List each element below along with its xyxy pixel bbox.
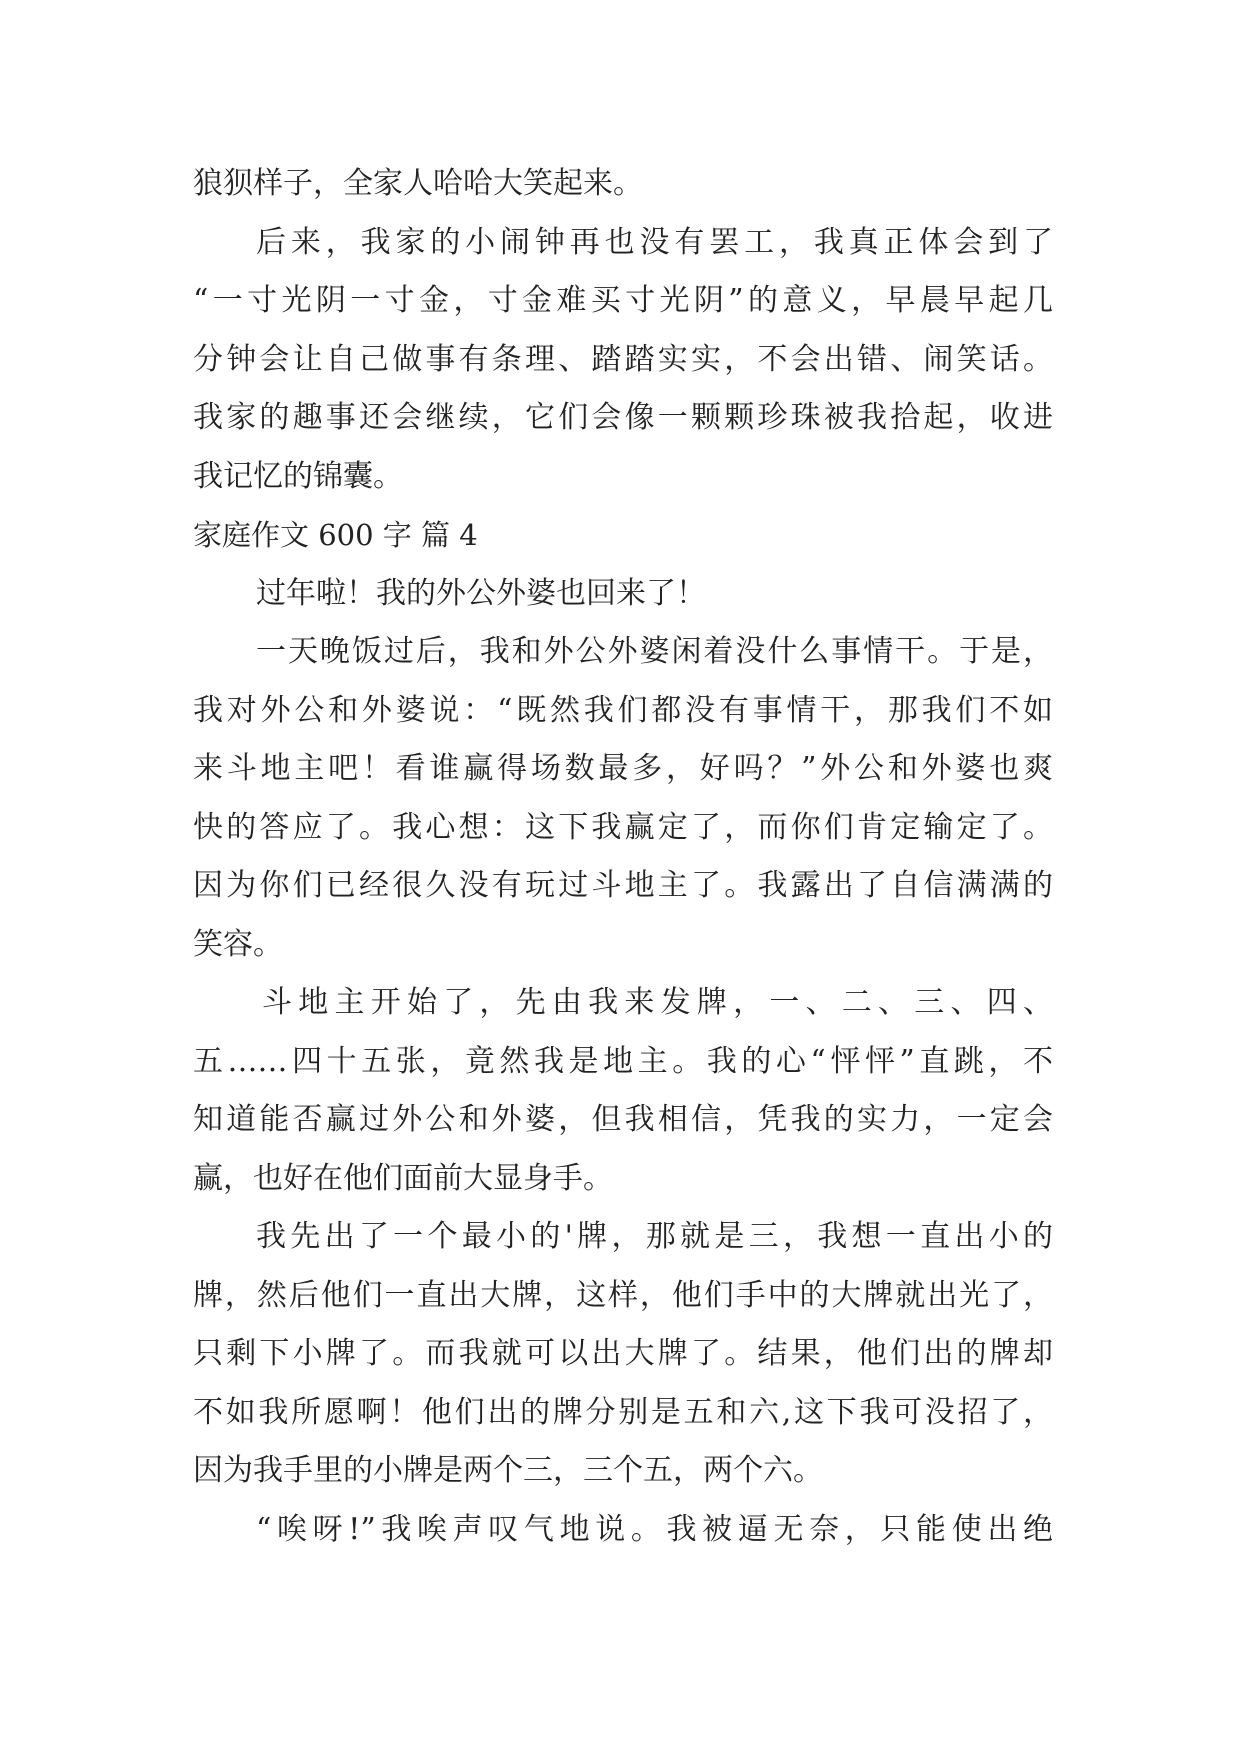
text-line: 因为你们已经很久没有玩过斗地主了。我露出了自信满满的 bbox=[193, 868, 1053, 903]
text-line: 因为我手里的小牌是两个三，三个五，两个六。 bbox=[193, 1453, 823, 1488]
text-line: 知道能否赢过外公和外婆，但我相信，凭我的实力，一定会 bbox=[193, 1102, 1053, 1137]
text-line: 笑容。 bbox=[193, 927, 283, 962]
text-line: “一寸光阴一寸金，寸金难买寸光阴”的意义，早晨早起几 bbox=[193, 283, 1053, 318]
text-line: 来斗地主吧！看谁赢得场数最多，好吗？”外公和外婆也爽 bbox=[193, 751, 1053, 786]
text-line: 后来，我家的小闹钟再也没有罢工，我真正体会到了 bbox=[256, 225, 1053, 260]
text-line: 分钟会让自己做事有条理、踏踏实实，不会出错、闹笑话。 bbox=[193, 342, 1053, 377]
text-line: 过年啦！我的外公外婆也回来了！ bbox=[256, 576, 706, 611]
text-line: 狼狈样子，全家人哈哈大笑起来。 bbox=[193, 166, 643, 201]
text-line: 五……四十五张，竟然我是地主。我的心“怦怦”直跳，不 bbox=[193, 1044, 1053, 1079]
text-line: 我家的趣事还会继续，它们会像一颗颗珍珠被我拾起，收进 bbox=[193, 400, 1053, 435]
text-line: 不如我所愿啊！他们出的牌分别是五和六,这下我可没招了， bbox=[193, 1395, 1053, 1430]
text-line: 牌，然后他们一直出大牌，这样，他们手中的大牌就出光了， bbox=[193, 1278, 1053, 1313]
text-line: 快的答应了。我心想：这下我赢定了，而你们肯定输定了。 bbox=[193, 810, 1053, 845]
text-line: 我对外公和外婆说：“既然我们都没有事情干，那我们不如 bbox=[193, 693, 1053, 728]
text-line: “唉呀!”我唉声叹气地说。我被逼无奈，只能使出绝 bbox=[256, 1512, 1053, 1547]
text-line: 赢，也好在他们面前大显身手。 bbox=[193, 1161, 613, 1196]
text-line: 斗地主开始了，先由我来发牌，一、二、三、四、 bbox=[262, 985, 1053, 1020]
text-line: 只剩下小牌了。而我就可以出大牌了。结果，他们出的牌却 bbox=[193, 1336, 1053, 1371]
section-heading: 家庭作文 600 字 篇 4 bbox=[193, 518, 478, 552]
text-line: 我先出了一个最小的'牌，那就是三，我想一直出小的 bbox=[256, 1219, 1053, 1254]
text-line: 一天晚饭过后，我和外公外婆闲着没什么事情干。于是， bbox=[256, 634, 1053, 669]
text-line: 我记忆的锦囊。 bbox=[193, 459, 403, 494]
